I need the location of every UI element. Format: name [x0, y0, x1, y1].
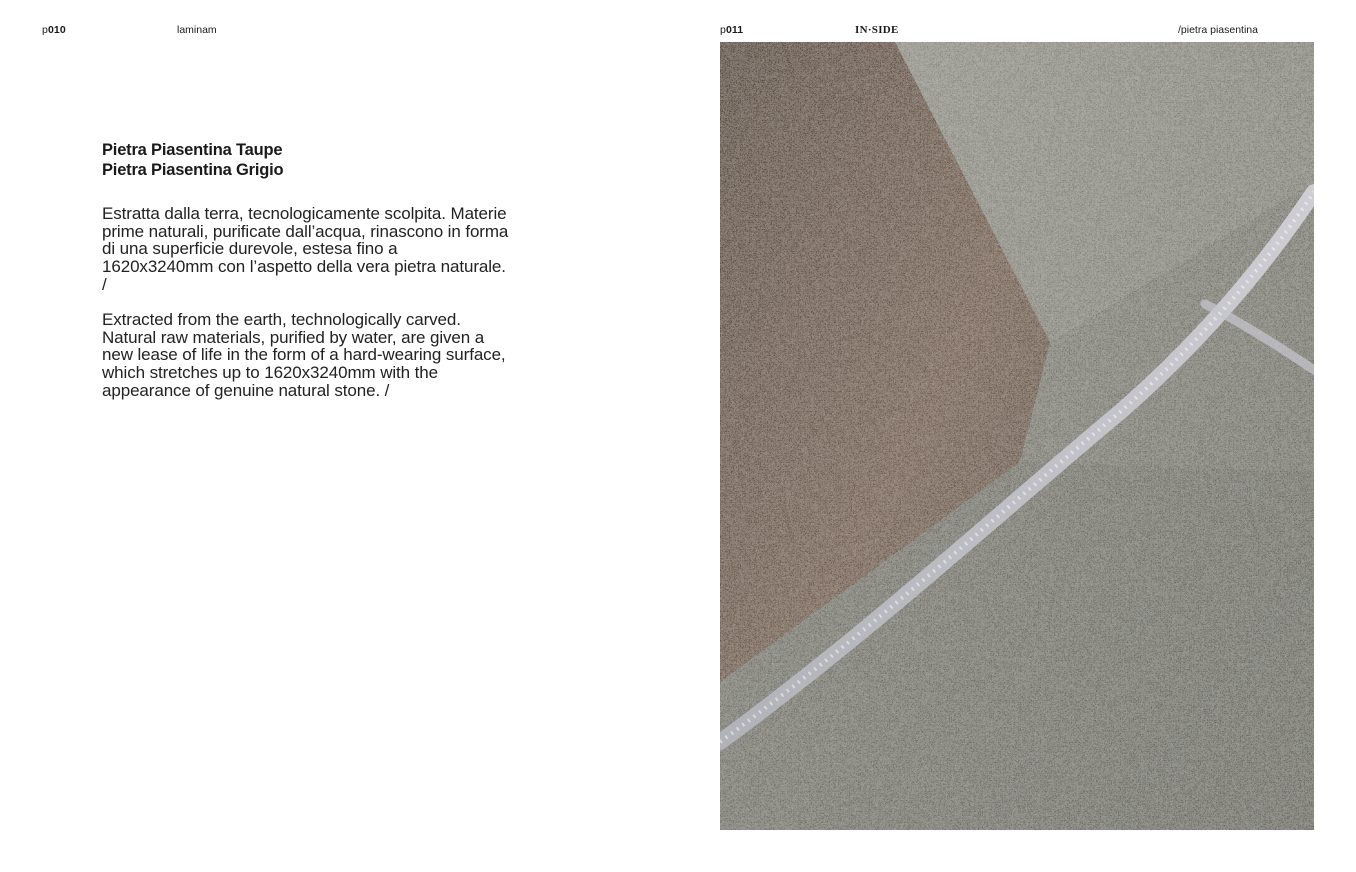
brand-label: laminam	[177, 24, 217, 36]
stone-surface-photo	[720, 42, 1314, 830]
product-title-grigio: Pietra Piasentina Grigio	[102, 160, 284, 179]
page-number-left	[42, 24, 66, 36]
page-prefix: p	[720, 24, 726, 36]
paragraph-italian: Estratta dalla terra, tecnologicamente scolpita. Materie prime naturali, purificate dall’acqua, rinascono in forma di una superficie durevole, estesa fino a 1620x3240mm con l’aspetto della vera pietra naturale. /	[102, 204, 509, 294]
stone-texture-image	[720, 42, 1314, 830]
section-label: IN·SIDE	[855, 24, 899, 36]
page-number-value: 010	[47, 24, 66, 36]
product-titles	[102, 141, 283, 180]
page-prefix: p	[42, 24, 48, 36]
page-number-right	[720, 24, 743, 36]
page-number-value: 011	[725, 24, 744, 36]
product-title-taupe: Pietra Piasentina Taupe	[102, 141, 283, 159]
collection-label: /pietra piasentina	[1178, 24, 1258, 36]
paragraph-english: Extracted from the earth, technologically carved. Natural raw materials, purified by water, are given a new lease of life in the form of a hard-wearing surface, which stretches up to 1620x3240mm with the appearance of genuine natural stone. /	[102, 310, 506, 400]
